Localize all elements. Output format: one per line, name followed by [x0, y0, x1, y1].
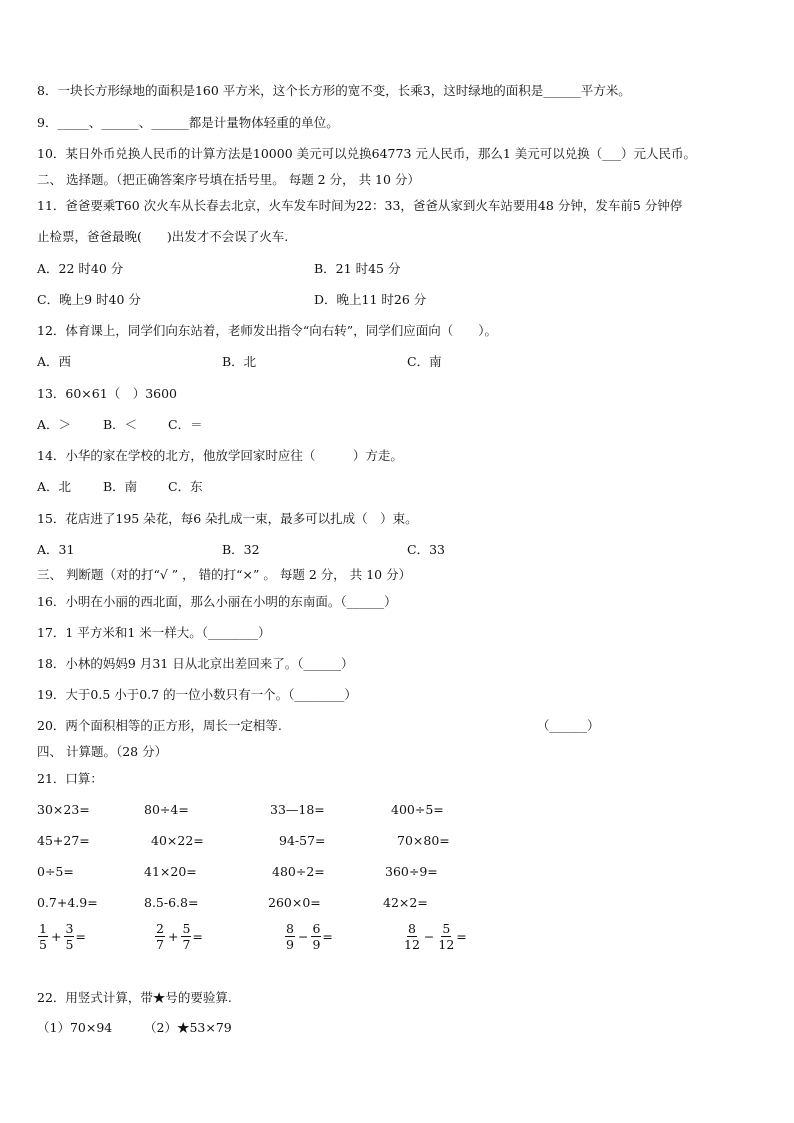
calc-r0-c3: 400÷5=: [391, 802, 444, 817]
fraction-expr-2: 2 7 + $\frac{5}{7}$ =: [156, 921, 203, 952]
q11-line1: 11．爸爸要乘T60 次火车从长春去北京，火车发车时间为22：33，爸爸从家到火车站要用48 分钟，发车前5 分钟停: [37, 198, 683, 213]
q12-option-c: C．南: [407, 354, 442, 369]
q15-option-a: A．31: [37, 542, 75, 557]
calc-r2-c1: 41×20=: [144, 864, 197, 879]
q16: 16．小明在小丽的西北面，那么小丽在小明的东南面。（______）: [37, 594, 397, 609]
calc-r3-c1: 8.5-6.8=: [144, 895, 199, 910]
fraction: $\frac{3}{5}$: [65, 921, 74, 952]
q15-option-b: B．32: [222, 542, 260, 557]
fraction: 2 7: [156, 921, 164, 952]
q19: 19．大于0.5 小于0.7 的一位小数只有一个。（________）: [37, 687, 357, 702]
q22: 22．用竖式计算，带★号的要验算.: [37, 990, 232, 1005]
q13-option-c: C．＝: [168, 417, 203, 432]
fraction: 8 9: [286, 921, 294, 952]
q13-option-a: A．＞: [37, 417, 72, 432]
q9: 9．_____、______、______都是计量物体轻重的单位。: [37, 115, 339, 130]
q15-option-c: C．33: [407, 542, 445, 557]
fraction-expr-1: 1 5 + $\frac{3}{5}$ =: [39, 921, 86, 952]
calc-r2-c0: 0÷5=: [37, 864, 74, 879]
fraction: $\frac{5}{12}$: [438, 921, 455, 952]
q15: 15．花店进了195 朵花，每6 朵扎成一束，最多可以扎成（ ）束。: [37, 511, 418, 526]
q12-option-a: A．西: [37, 354, 72, 369]
q22-item-2: （2）★53×79: [144, 1020, 232, 1035]
q11-option-a: A．22 时40 分: [37, 261, 124, 276]
q11-option-c: C．晚上9 时40 分: [37, 292, 141, 307]
fraction: $\frac{6}{9}$: [312, 921, 321, 952]
q13: 13．60×61（ ）3600: [37, 386, 178, 401]
calc-r2-c2: 480÷2=: [272, 864, 325, 879]
calc-r1-c1: 40×22=: [151, 833, 204, 848]
fraction: 1 5: [39, 921, 47, 952]
section-2-heading: 二、 选择题。（把正确答案序号填在括号里。 每题 2 分， 共 10 分）: [37, 172, 420, 187]
calc-r0-c2: 33—18=: [270, 802, 325, 817]
q20-text: 20．两个面积相等的正方形，周长一定相等.: [37, 718, 282, 733]
calc-r3-c3: 42×2=: [383, 895, 428, 910]
section-3-heading: 三、 判断题（对的打“√ ” ， 错的打“×” 。 每题 2 分， 共 10 分）: [37, 567, 412, 582]
q12: 12．体育课上，同学们向东站着，老师发出指令“向右转”，同学们应面向（ ）。: [37, 323, 497, 338]
q10: 10．某日外币兑换人民币的计算方法是10000 美元可以兑换64773 元人民币，那么1 美元可以兑换（___）元人民币。: [37, 146, 697, 161]
fraction: $\frac{5}{7}$: [182, 921, 191, 952]
q20-blank: （______）: [537, 718, 600, 733]
calc-r3-c2: 260×0=: [268, 895, 321, 910]
q11-option-b: B．21 时45 分: [314, 261, 401, 276]
calc-r1-c2: 94-57=: [279, 833, 326, 848]
calc-r1-c3: 70×80=: [397, 833, 450, 848]
q14-option-c: C．东: [168, 479, 203, 494]
section-4-heading: 四、 计算题。（28 分）: [37, 744, 168, 759]
q14-option-a: A．北: [37, 479, 72, 494]
q18: 18．小林的妈妈9 月31 日从北京出差回来了。（______）: [37, 656, 354, 671]
q13-option-b: B．＜: [103, 417, 138, 432]
calc-r0-c0: 30×23=: [37, 802, 90, 817]
fraction-expr-4: 8 12 − $\frac{5}{12}$ =: [404, 921, 467, 952]
fraction-expr-3: 8 9 − $\frac{6}{9}$ =: [286, 921, 333, 952]
q14-option-b: B．南: [103, 479, 138, 494]
q12-option-b: B．北: [222, 354, 257, 369]
calc-r3-c0: 0.7+4.9=: [37, 895, 98, 910]
q21: 21．口算：: [37, 771, 103, 786]
calc-r2-c3: 360÷9=: [385, 864, 438, 879]
q11-line2: 止检票，爸爸最晚( )出发才不会误了火车.: [37, 229, 289, 244]
q22-item-1: （1）70×94: [37, 1020, 113, 1035]
calc-r0-c1: 80÷4=: [144, 802, 189, 817]
fraction: 8 12: [404, 921, 420, 952]
q17: 17．1 平方米和1 米一样大。（________）: [37, 625, 271, 640]
q11-option-d: D．晚上11 时26 分: [314, 292, 427, 307]
q8: 8．一块长方形绿地的面积是160 平方米，这个长方形的宽不变，长乘3，这时绿地的面积是______平方米。: [37, 83, 631, 98]
calc-r1-c0: 45+27=: [37, 833, 90, 848]
q14: 14．小华的家在学校的北方，他放学回家时应往（ ）方走。: [37, 448, 403, 463]
